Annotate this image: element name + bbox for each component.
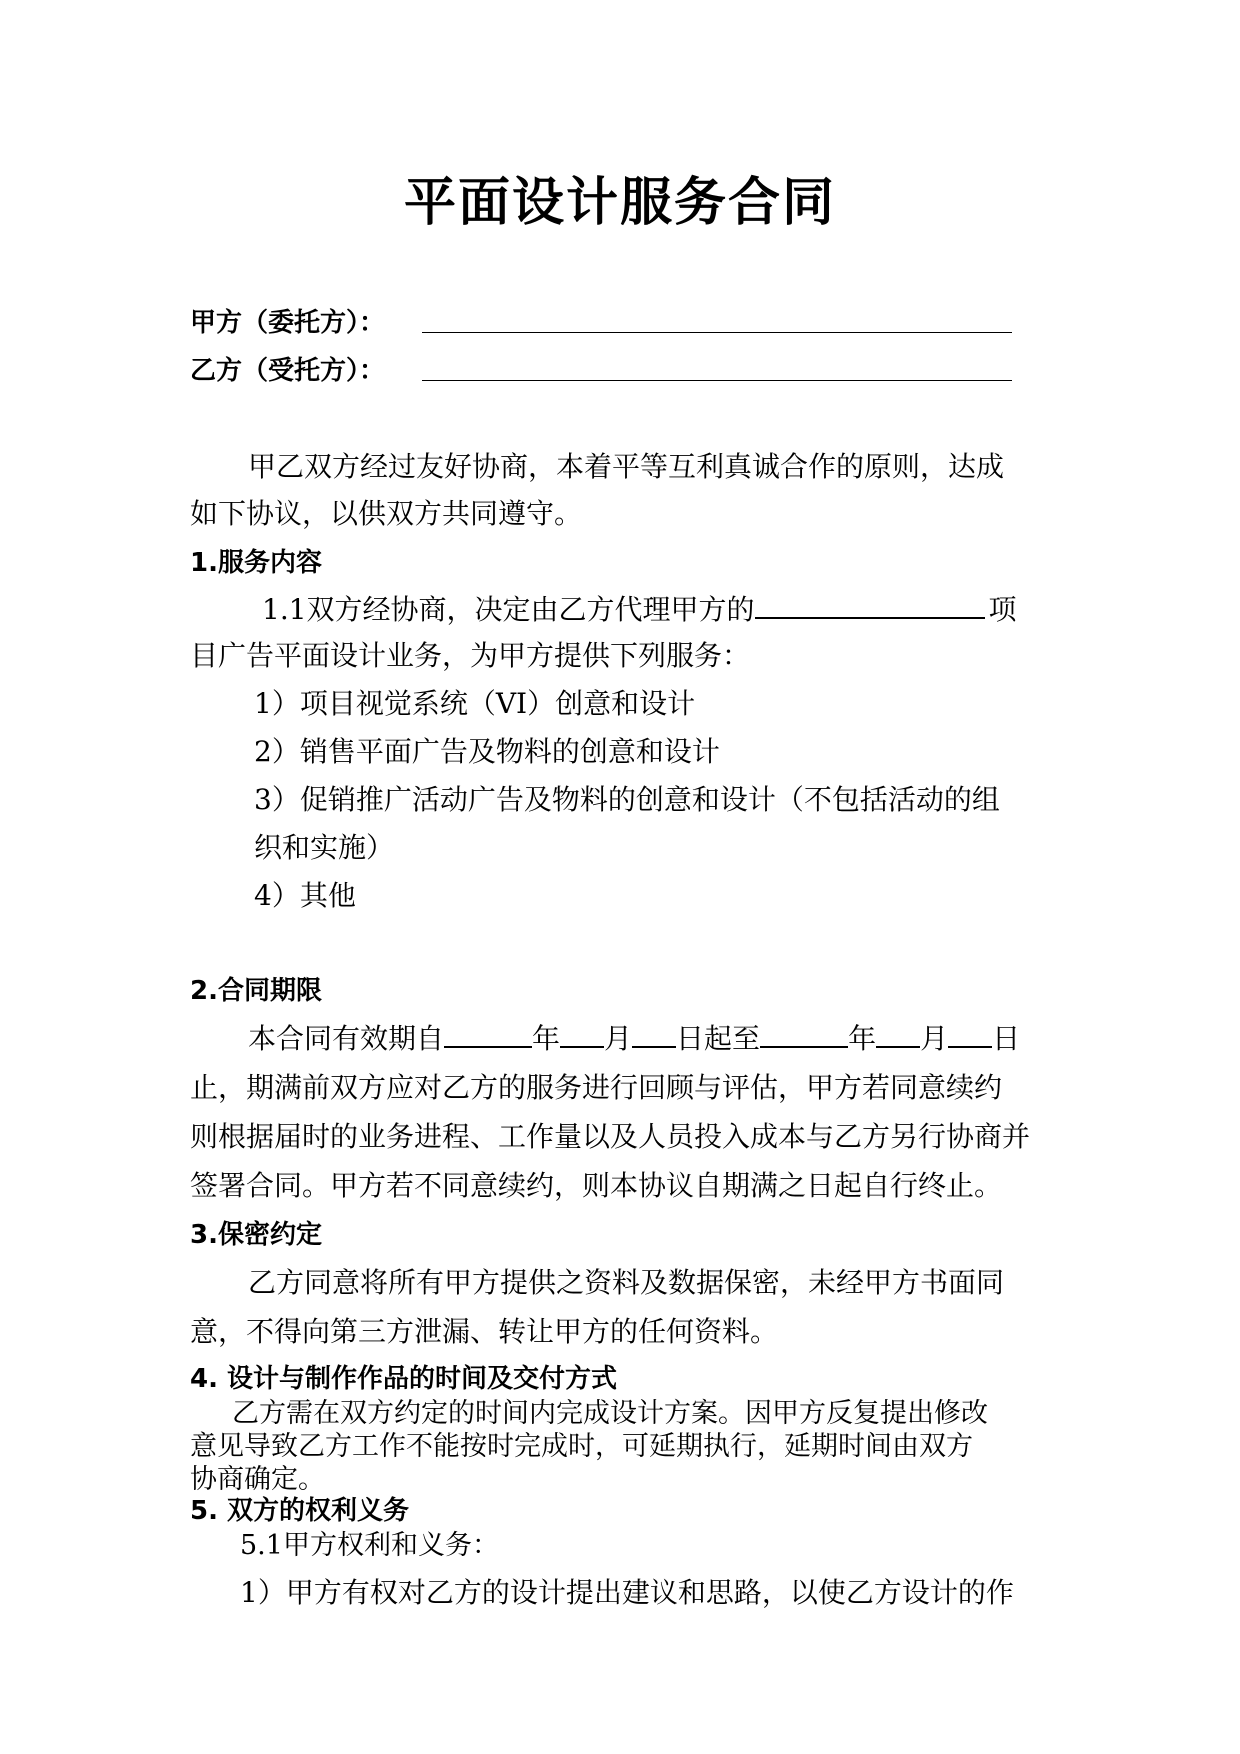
term-text: 日	[992, 1022, 1021, 1055]
end-day-blank	[948, 1020, 992, 1048]
s4-line-1: 乙方需在双方约定的时间内完成设计方案。因甲方反复提出修改	[232, 1398, 988, 1429]
s1-p1-text-a: 1.1双方经协商，决定由乙方代理甲方的	[262, 593, 755, 626]
party-a-blank	[422, 332, 1012, 333]
page-title: 平面设计服务合同	[403, 173, 836, 233]
term-text: 本合同有效期自	[248, 1022, 445, 1055]
list-item: 织和实施）	[254, 831, 395, 864]
list-item: 1）项目视觉系统（VI）创意和设计	[254, 687, 696, 720]
s1-p1-text-b: 项	[988, 593, 1017, 626]
s4-line-3: 协商确定。	[190, 1464, 325, 1495]
start-day-blank	[632, 1020, 676, 1048]
section-2-heading: 2.合同期限	[190, 976, 322, 1006]
start-year-blank	[444, 1020, 532, 1048]
end-year-blank	[760, 1020, 848, 1048]
s3-line-2: 意，不得向第三方泄漏、转让甲方的任何资料。	[190, 1315, 779, 1348]
list-item: 4）其他	[254, 879, 356, 912]
intro-line-1: 甲乙双方经过友好协商，本着平等互利真诚合作的原则，达成	[248, 450, 1005, 483]
end-month-blank	[876, 1020, 920, 1048]
term-text: 年	[848, 1022, 877, 1055]
start-month-blank	[560, 1020, 604, 1048]
section-4-heading: 4. 设计与制作作品的时间及交付方式	[190, 1364, 618, 1394]
section-5-heading: 5. 双方的权利义务	[190, 1496, 410, 1526]
s2-line-2: 止，期满前双方应对乙方的服务进行回顾与评估，甲方若同意续约	[190, 1071, 1003, 1104]
s3-line-1: 乙方同意将所有甲方提供之资料及数据保密，未经甲方书面同	[248, 1266, 1005, 1299]
s2-line-4: 签署合同。甲方若不同意续约，则本协议自期满之日起自行终止。	[190, 1169, 1003, 1202]
s4-line-2: 意见导致乙方工作不能按时完成时，可延期执行，延期时间由双方	[190, 1431, 973, 1462]
s2-line-3: 则根据届时的业务进程、工作量以及人员投入成本与乙方另行协商并	[190, 1120, 1031, 1153]
list-item: 3）促销推广活动广告及物料的创意和设计（不包括活动的组	[254, 783, 1000, 816]
section-3-heading: 3.保密约定	[190, 1220, 322, 1250]
term-text: 年	[532, 1022, 561, 1055]
s5-subheading: 5.1甲方权利和义务：	[240, 1530, 499, 1561]
term-text: 月	[920, 1022, 949, 1055]
s1-paragraph-line-1	[262, 588, 1017, 628]
term-text: 月	[604, 1022, 633, 1055]
party-a-label: 甲方（委托方）：	[190, 308, 386, 338]
s2-term-line	[248, 1017, 1020, 1057]
intro-line-2: 如下协议，以供双方共同遵守。	[190, 497, 583, 530]
party-b-label: 乙方（受托方）：	[190, 356, 386, 386]
list-item: 1）甲方有权对乙方的设计提出建议和思路，以使乙方设计的作	[240, 1576, 1014, 1609]
project-name-blank	[755, 591, 985, 619]
party-b-blank	[422, 380, 1012, 381]
term-text: 日起至	[676, 1022, 761, 1055]
list-item: 2）销售平面广告及物料的创意和设计	[254, 735, 720, 768]
section-1-heading: 1.服务内容	[190, 548, 322, 578]
s1-paragraph-line-2: 目广告平面设计业务，为甲方提供下列服务：	[190, 639, 751, 672]
